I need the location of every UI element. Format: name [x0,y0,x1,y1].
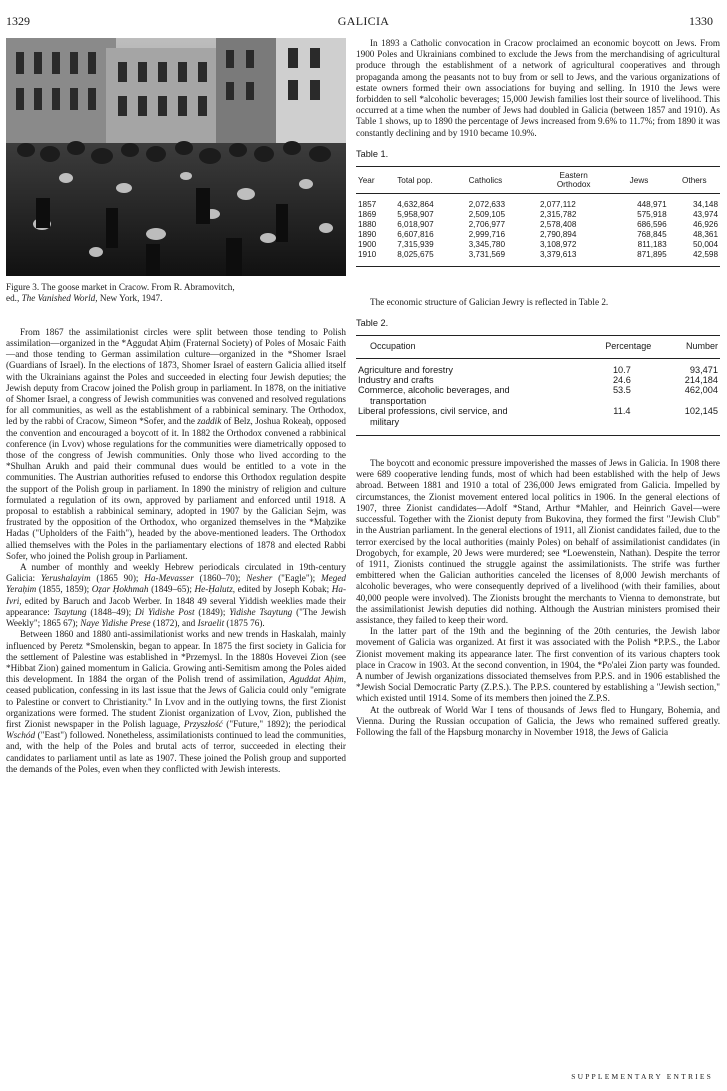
col-jews: Jews [609,167,668,194]
text-span: ("The Jewish Weekly"; 1865 67); [6,606,347,629]
text-span: (1865 90); [90,573,145,584]
col-orthodox-line2: Orthodox [556,180,591,190]
caption-line-1: Figure 3. The goose market in Cracow. From R. Abramovitch, [6,282,235,292]
col-catholics: Catholics [467,167,538,194]
body-paragraph [6,629,346,775]
cell-percentage: 10.7 [612,364,631,375]
text-span: (1855, 1859); [36,584,92,595]
italic-title: Israelit [197,618,225,629]
page-footer: SUPPLEMENTARY ENTRIES [571,1072,713,1081]
body-paragraph: In 1893 a Catholic convocation in Cracow proclaimed an economic boycott on Jews. From 1900 Poles and Ukrainians combined to exclude the Jews from the merchandising of agricultural produce through the establishment of a network of agricultural cooperatives and through propaganda among the peasants not to buy from or sell to Jews, and the various organizations of estate owners formed their own associations for buying and selling. In 1910 the Jews were forbidden to sell *alcoholic beverages; 15,000 Jewish families lost their source of livelihood. This occurred at a time when the number of Jews had doubled in Galicia (between 1857 and 1910). As Table 1 shows, up to 1890 the percentage of Jews increased from 9.6% to 11.7%; from 1890 it was constantly declining and by 1910 became 10.9%. [356,38,720,138]
table-row [356,385,720,406]
occupation-text: Industry and crafts [358,375,434,386]
cell-year: 1869 [358,210,377,220]
text-span: edited by Baruch and Jacob Werber. In 1848 49 several Yiddish weeklies made their appearance: [6,595,346,617]
col-number: Number [667,336,720,358]
cell-jews: 811,183 [637,240,667,250]
cell-percentage: 53.5 [612,385,631,396]
col-total: Total pop. [395,167,466,194]
col-others: Others [669,167,720,194]
body-paragraph [6,327,346,562]
cell-number: 462,004 [684,385,718,396]
occupation-text-cont: transportation [370,395,427,406]
italic-title: Nesher [246,573,273,584]
col-orthodox-line1: Eastern [559,171,588,181]
cell-number: 214,184 [684,375,718,386]
cell-jews: 768,845 [637,230,667,240]
cell-others: 43,974 [692,210,718,220]
text-span: of Belz, Joshua Rokeaḥ, opposed the convention and encouraged a boycott of it. In 1882 the Orthodox convened a rabbinical conference (in Lvov) whose regulations for the communities were diametrically opposed to those of the congress of Jewish communities. Only those who lived according to the *Shulhan Arukh and paid their communal dues would be entitled to a vote in the communities. The Austrian authorities refused to endorse this Orthodox regulation despite the support of the Polish group in parliament. In 1890 the ministry of religion and culture formulated a regulation of its own, approved by parliament and enforced until 1918. A proposal to establish a rabbinical seminary, adopted in 1907 by the Galician Sejm, was frustrated by the opposition of the Orthodox, who organized themselves in the *Maḥzike Hadas ("Upholders of the Faith"), headed by the above-mentioned leaders. The Orthodox allied themselves with the Poles in the parliamentary elections of 1878 and elected Rabbi Sofer, who joined the Polish group in Parliament. [6,416,346,561]
body-paragraph: The boycott and economic pressure impoverished the masses of Jews in Galicia. In 1908 there were 689 cooperative lending funds, most of which had been established with the help of Jews abroad. Between 1881 and 1910 a total of 236,000 Jews emigrated from Galicia. Impelled by circumstances, the Zionist movement entered local politics in 1906. In the general elections of 1907, three Zionist candidates—Adolf *Stand, Arthur *Mahler, and Heinrich Gavel—were successful. Together with the Zionist deputy from Bukovina, they formed the first "Jewish Club" in the Austrian parliament. In the general elections of 1911, all Zionist candidates failed, due to the terror exercised by the local authorities (mainly Poles) on behalf of assimilationist candidates (in Drogobych, for example, 20 Jews were murdered; see *Loewenstein, Nathan). Despite the terror of 1911, Zionists continued the struggle against the assimilationists. The strife was further embittered when the Galician authorities canceled the licenses of 8,000 Jewish merchants of alcoholic beverages, who were consequently deprived of a livelihood (with their families, about 40,000 people were involved). The Zionists brought the merchants to Vienna to demonstrate, but the assimilationist Jewish deputies did nothing. Although the Austrian ministers promised their assistance, they failed to keep their word. [356,458,720,625]
page-header [0,14,727,32]
page-number-left: 1329 [6,14,30,28]
cell-percentage: 24.6 [612,375,631,386]
cell-total: 5,958,907 [397,210,434,220]
text-span: (1849); [194,606,230,617]
text-span: Between 1860 and 1880 anti-assimilationist works and new trends in Haskalah, mainly influenced by Peretz *Smolenskin, began to appear. In 1875 the first society in Galicia for the settlement of Palestine was established in *Przemysl. In the 1880s Hovevei Zion (see *Hibbat Zion) gained momentum in Galicia. Growing anti-Semitism among the Poles aided this development. In 1884 the organ of the Polish trend of assimilation, [6,629,346,685]
italic-title: Yidishe Tsaytung [229,606,293,617]
italic-title: Oẓar Ḥokhmah [91,584,149,595]
cell-total: 6,018,907 [397,220,434,230]
cell-year: 1900 [358,240,377,250]
cell-year: 1857 [358,200,377,210]
italic-title: Naye Yidishe Prese [80,618,151,629]
table-row [356,210,720,220]
cell-orthodox: 3,108,972 [539,240,577,250]
text-span: ("Eagle"); [272,573,322,584]
right-column [356,38,720,738]
italic-title: Tsaytung [53,606,87,617]
cell-catholics: 3,345,780 [468,240,506,250]
text-span: (1849–65); [148,584,195,595]
running-title: GALICIA [337,14,390,28]
goose-market-photo [6,38,346,276]
table-header-row [356,336,720,358]
photo-goose-market-cracow-icon [6,38,346,276]
cell-jews: 448,971 [637,200,667,210]
text-span: From 1867 the assimilationist circles were split between those tending to Polish assimilation—organized in the *Aggudat Aḥim (Fraternal Society) of Poles of Mosaic Faith—and those tending to German assimilation culture—organized in the *Shomer Israel (Guardians of Israel). In the elections of 1873, Shomer Israel of eastern Galicia allied itself with the Ukrainians against the Poles and succeeded in electing four Jewish deputies; the Jewish deputy from Cracow joined the Polish group in parliament. In 1878, on the initiative of Shomer Israel, a congress of Jewish communities was convened and resolved regulations for all communities, as well as the establishment of a rabbinical seminary. The Orthodox, led by the rabbi of Cracow, Simeon *Sofer, and the [6,326,346,427]
table-row [356,250,720,267]
body-paragraph [6,562,346,629]
body-paragraph: At the outbreak of World War I tens of thousands of Jews fled to Hungary, Bohemia, and Vienna. During the Russian occupation of Galicia, the Jews who remained suffered greatly. Following the fall of the Hapsburg monarchy in November 1918, the Jews of Galicia [356,704,720,737]
italic-title: Wschód [6,730,36,741]
cell-occupation [356,385,577,406]
italic-title: Di Yidishe Post [135,606,195,617]
italic-title: Ha-Mevasser [144,573,194,584]
left-column [6,38,346,775]
table-header-row [356,167,720,194]
col-percentage: Percentage [577,336,668,358]
caption-text: New York, 1947. [97,293,163,304]
col-occupation: Occupation [356,336,577,358]
cell-percentage: 11.4 [577,406,668,435]
cell-year: 1880 [358,220,377,230]
cell-total: 6,607,816 [397,230,434,240]
text-span: ceased publication, confessing in its last issue that the Jews of Galicia could only "emigrate to Palestine or convert to Christianity." In Lvov and in the outlying towns, the first Zionist organizations were formed. The student Zionist organization of Lvov, Zion, published the first Zionist newspaper in the Polish laguage, [6,685,346,729]
text-span: ("Future," 1892); the periodical [222,718,346,729]
text-span: (1848–49); [86,606,136,617]
table-row [356,240,720,250]
caption-line-2 [6,293,346,304]
cell-total: 4,632,864 [397,200,434,210]
cell-year: 1890 [358,230,377,240]
cell-orthodox: 2,790,894 [539,230,577,240]
cell-occupation [356,375,577,385]
italic-title: Przyszłość [183,718,223,729]
col-year: Year [356,167,395,194]
text-span: A number of monthly and weekly Hebrew periodicals circulated in 19th-century Galicia: [6,562,346,584]
cell-orthodox: 2,077,112 [539,200,576,210]
cell-jews: 575,918 [637,210,667,220]
table-2-occupations [356,335,720,436]
occupation-text: Commerce, alcoholic beverages, and [358,385,510,396]
italic-term: zaddik [197,416,222,427]
cell-total: 8,025,675 [395,250,466,267]
body-paragraph: In the latter part of the 19th and the beginning of the 20th centuries, the Jewish labor movement of Galicia was organized. At first it was associated with the Polish *P.P.S., the Labor Zionist movement making its appearance later. The first convention of its various chapters took place in Cracow in 1903. At the second convention, in 1904, the *Po'alei Zion party was founded. A number of Jewish organizations dissociated themselves from P.P.S. and in 1906 established the *Jewish Social Democratic Party (Z.P.S.). The P.P.S. countered by establishing a "Jewish section," which existed until 1914. Some of its members then joined the Z.P.S. [356,626,720,704]
caption-book-title: The Vanished World, [21,293,98,304]
page-number-right: 1330 [689,14,713,28]
text-span: (1860–70); [193,573,247,584]
cell-catholics: 2,999,716 [468,230,506,240]
cell-others: 48,361 [692,230,718,240]
cell-total: 7,315,939 [397,240,434,250]
cell-catholics: 2,072,633 [468,200,506,210]
italic-title: Ha-Ivri, [6,584,347,606]
table-row [356,375,720,385]
cell-year: 1910 [356,250,395,267]
cell-catholics: 3,731,569 [467,250,538,267]
italic-title: Meged Yeraḥim [6,573,347,595]
cell-orthodox: 3,379,613 [538,250,609,267]
figure-caption [6,282,346,305]
cell-catholics: 2,706,977 [468,220,506,230]
cell-jews: 871,895 [609,250,668,267]
cell-others: 50,004 [692,240,718,250]
cell-jews: 686,596 [637,220,667,230]
cell-others: 42,598 [669,250,720,267]
caption-text: ed., [6,293,22,304]
text-span: ("East") followed. Nonetheless, assimilationists continued to lead the communities, and, with the help of the Poles and brutal acts of terror, succeeded in electing their candidates to parliament until as late as 1907. These joined the Polish group and supported the demands of the Poles, even when they conflicted with Jewish interests. [6,730,346,774]
italic-title: He-Ḥalutz, [194,584,236,595]
italic-title: Yerushalayim [40,573,91,584]
col-orthodox [538,167,609,194]
cell-others: 46,926 [692,220,718,230]
table-row [356,358,720,375]
table-row [356,194,720,211]
table-2-intro: The economic structure of Galician Jewry is reflected in Table 2. [370,297,609,308]
table-row [356,220,720,230]
cell-occupation [356,406,577,435]
cell-others: 34,148 [692,200,718,210]
occupation-text-cont: military [370,416,400,427]
table-row [356,230,720,240]
cell-orthodox: 2,315,782 [539,210,577,220]
table-2-label: Table 2. [356,318,389,329]
cell-number: 102,145 [667,406,720,435]
cell-orthodox: 2,578,408 [539,220,577,230]
cell-occupation [356,358,577,375]
table-1-population [356,166,720,267]
cell-number: 93,471 [689,364,718,375]
cell-catholics: 2,509,105 [468,210,506,220]
italic-title: Aguddat Aḥim, [289,674,346,685]
occupation-text: Liberal professions, civil service, and [358,406,508,417]
table-row [356,406,720,435]
table-1-label: Table 1. [356,148,389,159]
text-span: (1875 76). [224,618,265,629]
occupation-text: Agriculture and forestry [358,364,453,375]
text-span: (1872), and [150,618,198,629]
text-span: edited by Joseph Kobak; [235,584,332,595]
